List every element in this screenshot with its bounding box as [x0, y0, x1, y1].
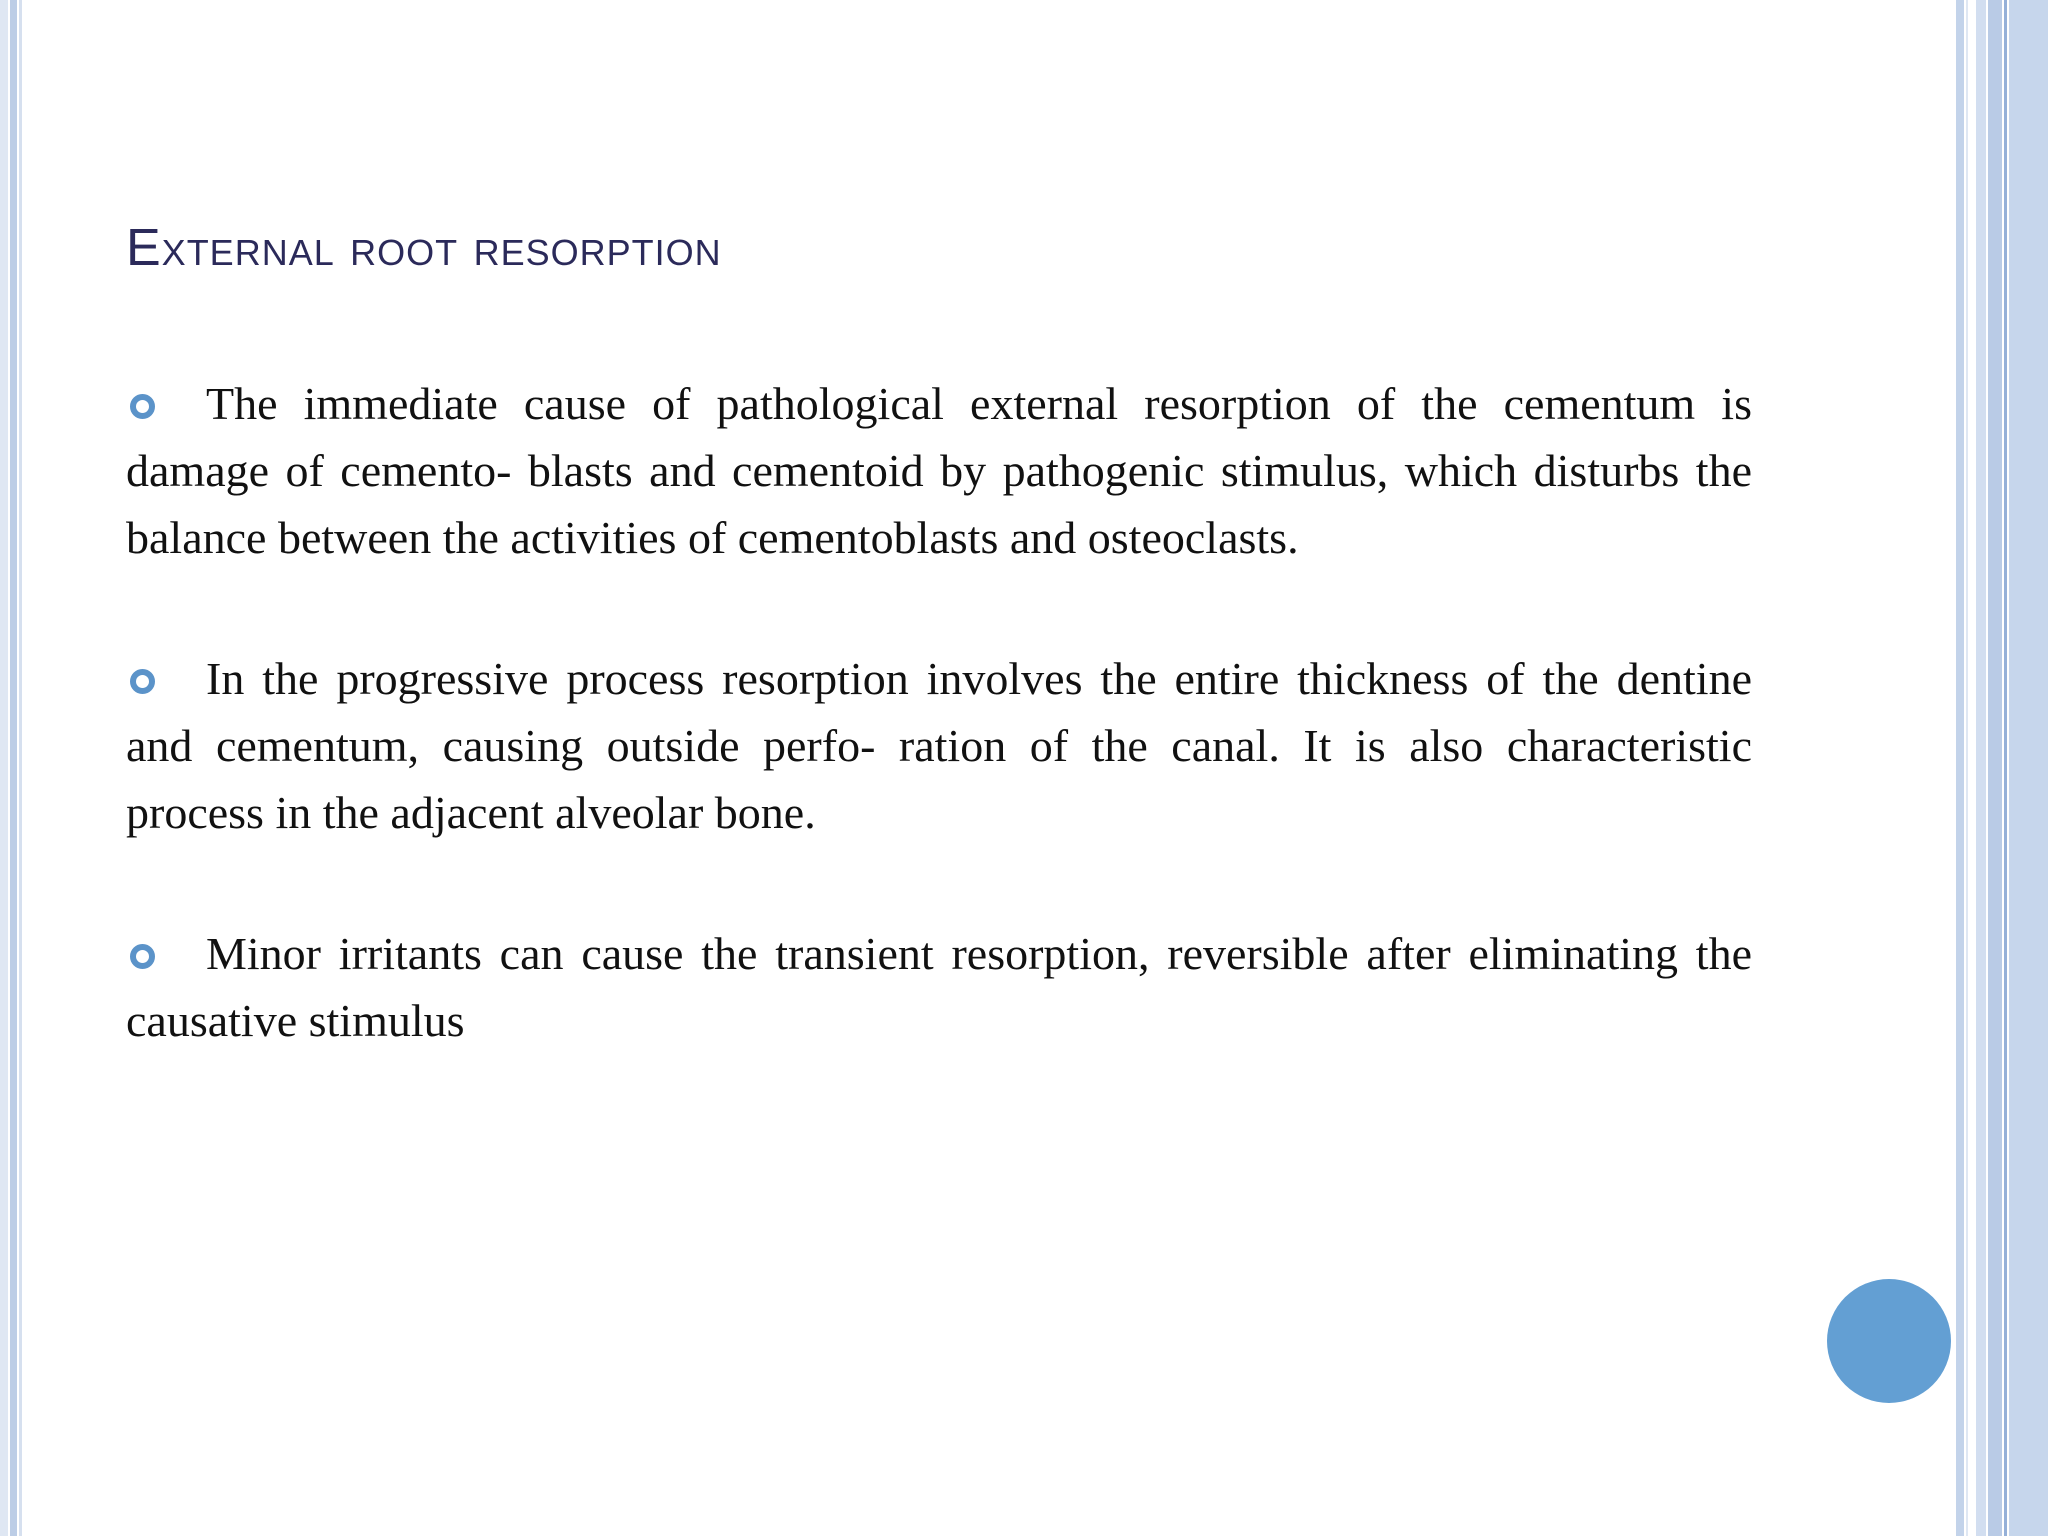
left-border-stripe [10, 0, 17, 1536]
hollow-circle-bullet-icon [130, 669, 155, 694]
right-border-stripe [2004, 0, 2007, 1536]
right-border-stripe [1976, 0, 1986, 1536]
bullet-item [126, 645, 1752, 846]
right-border-stripe [1966, 0, 1968, 1536]
right-border-stripe [1988, 0, 2002, 1536]
right-border-stripe [2009, 0, 2048, 1536]
left-border-stripe [19, 0, 22, 1536]
bullet-text: The immediate cause of pathological external resorption of the cementum is damage of cemento- blasts and cementoid by pathogenic stimulus, which disturbs the balance between the activities of cementoblasts and osteoclasts. [126, 378, 1752, 563]
hollow-circle-bullet-icon [130, 944, 155, 969]
hollow-circle-bullet-icon [130, 394, 155, 419]
bullet-item [126, 920, 1752, 1054]
bullet-item [126, 370, 1752, 571]
filled-circle-decoration [1827, 1279, 1951, 1403]
slide-title: External root resorption [126, 219, 722, 277]
left-border-stripe [0, 0, 8, 1536]
right-border-stripe [1956, 0, 1964, 1536]
bullet-text: In the progressive process resorption involves the entire thickness of the dentine and cementum, causing outside perfo- ration of the canal. It is also characteristic process in the adjacent alveolar bone. [126, 653, 1752, 838]
bullet-text: Minor irritants can cause the transient resorption, reversible after eliminating the causative stimulus [126, 928, 1752, 1046]
bullet-list [126, 370, 1752, 1128]
